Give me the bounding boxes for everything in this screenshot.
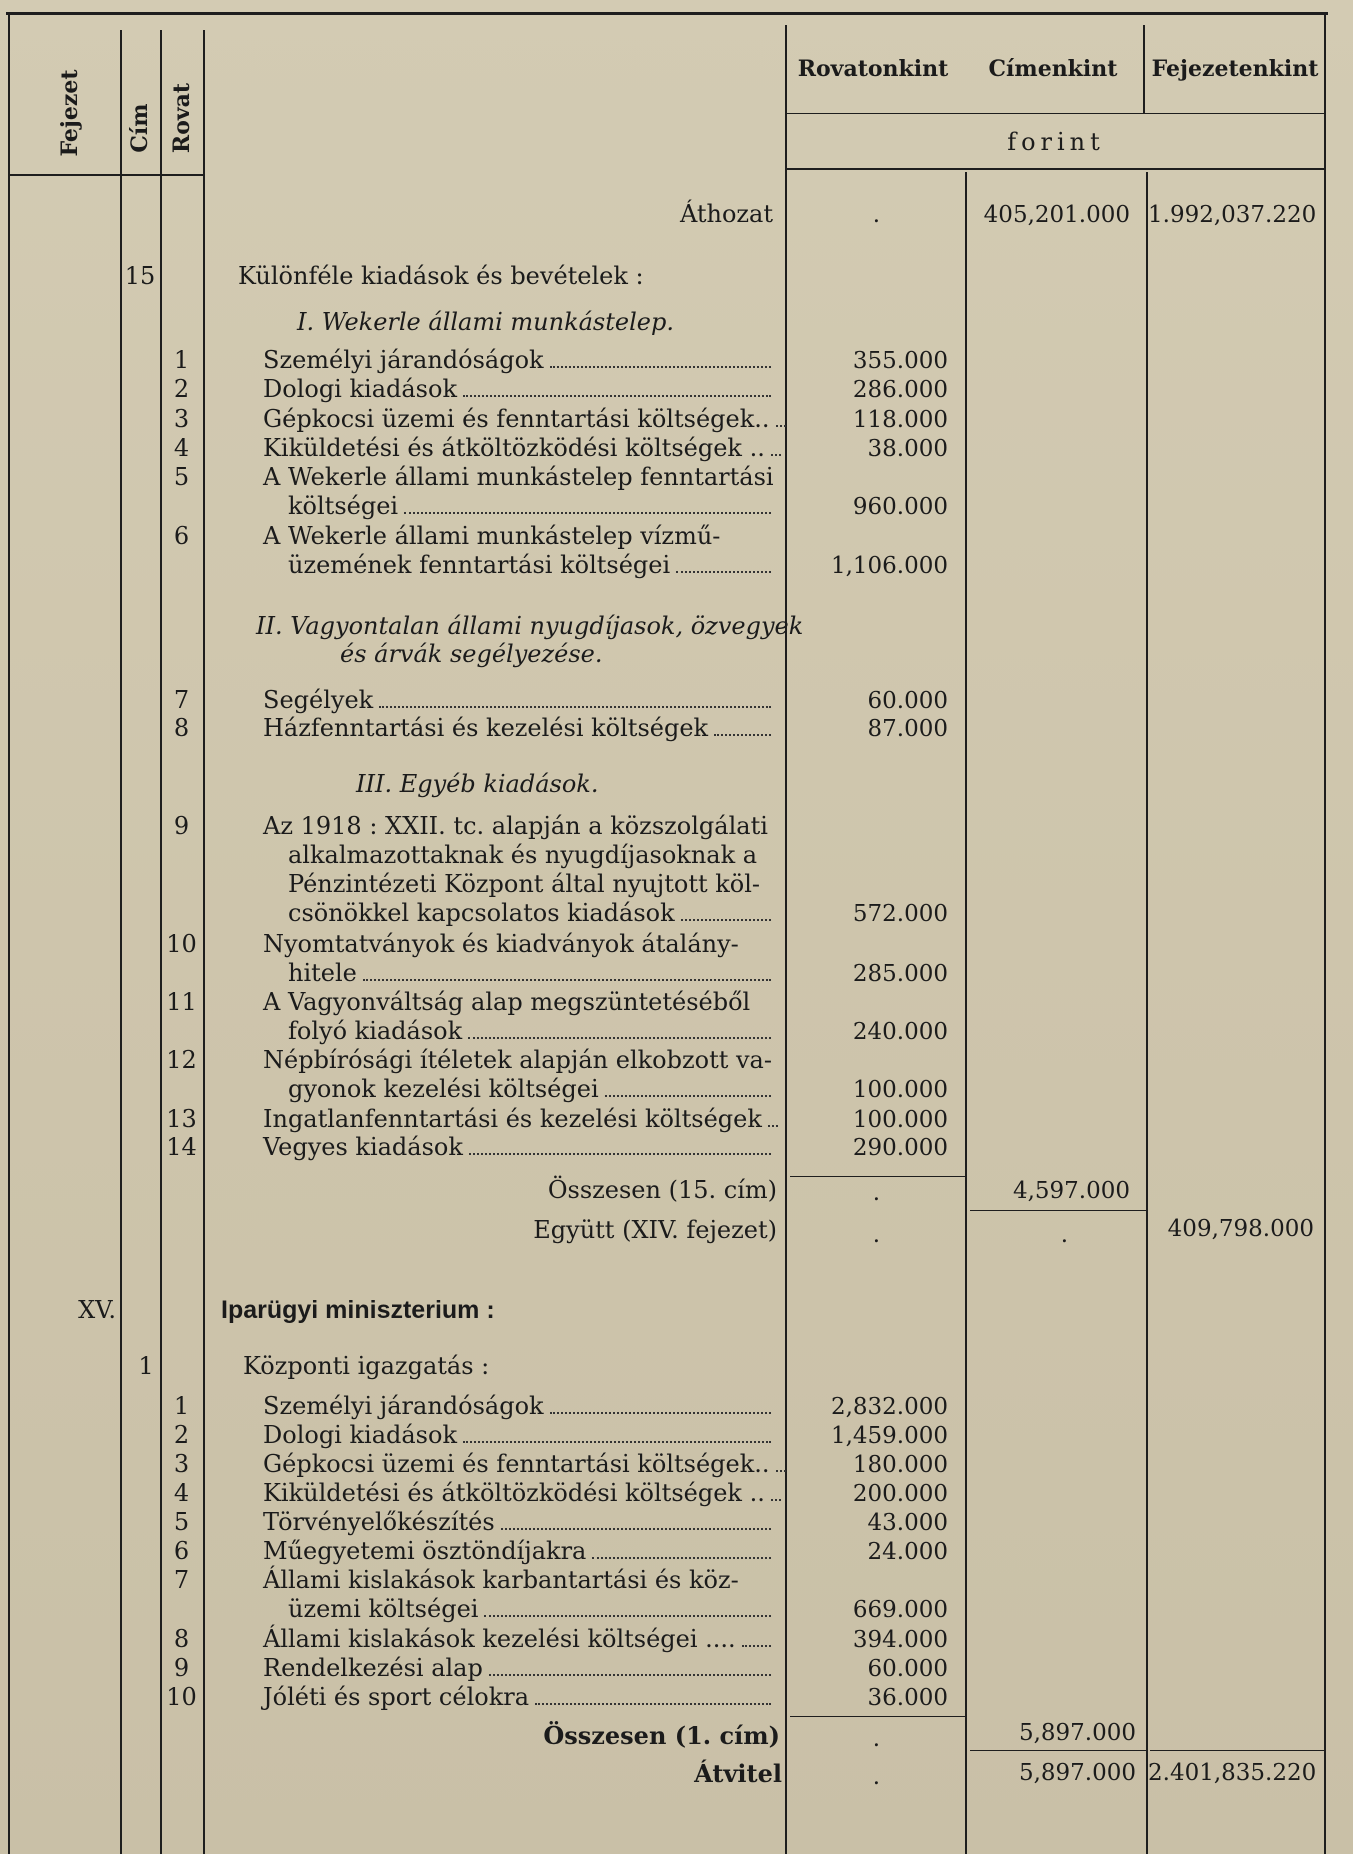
leader-dots (484, 1615, 771, 1617)
rovat-number: 3 (173, 1450, 190, 1478)
item-label: Pénzintézeti Központ által nyujtott köl- (288, 870, 761, 898)
item-label-text: Vegyes kiadások (263, 1133, 463, 1161)
rovat-number: 2 (173, 1421, 190, 1449)
item-amount: 38.000 (867, 436, 948, 462)
item-label-text: Személyi járandóságok (263, 346, 544, 374)
col-fejezet-header: Fejezet (57, 69, 83, 157)
header-mid-rule (785, 113, 1325, 114)
leader-dots (550, 1412, 771, 1414)
leader-dots (592, 1557, 771, 1559)
item-label (288, 551, 775, 579)
rovat-number: 8 (173, 1625, 190, 1653)
item-label (263, 1105, 775, 1133)
item-label (263, 1683, 775, 1711)
item-label-text: Rendelkezési alap (263, 1654, 483, 1682)
rovat-number: 10 (166, 1683, 197, 1711)
item-label-text: Kiküldetési és átköltözködési költségek .. (263, 1479, 765, 1507)
rovat-number: 6 (173, 1537, 190, 1565)
item-amount: 36.000 (867, 1685, 948, 1711)
rule-rovatonkint-cimenkint (965, 172, 967, 1854)
col-rovatonkint-header: Rovatonkint (797, 56, 949, 82)
athozat-cim: 405,201.000 (983, 202, 1130, 228)
col-fejezetenkint-header: Fejezetenkint (1151, 56, 1319, 82)
left-border (8, 12, 10, 1854)
item-label: A Vagyonváltság alap megszüntetéséből (263, 988, 751, 1016)
item-label-text: csönökkel kapcsolatos kiadások (288, 899, 675, 927)
egyutt14-fejezet: 409,798.000 (1167, 1216, 1314, 1242)
rovat-number: 10 (166, 930, 197, 958)
egyutt14-cim: . (1060, 1222, 1068, 1248)
rovat-number: 9 (173, 812, 190, 840)
item-label-text: üzemének fenntartási költségei (288, 551, 671, 579)
leader-dots (468, 1037, 771, 1039)
item-label (263, 1133, 775, 1161)
item-label-text: Személyi járandóságok (263, 1392, 544, 1420)
rovat-number: 9 (173, 1654, 190, 1682)
osszesen15-label: Összesen (15. cím) (547, 1176, 777, 1204)
osszesen15-cim: 4,597.000 (1012, 1178, 1130, 1204)
item-label (288, 1595, 775, 1623)
rovat-number: 5 (173, 1508, 190, 1536)
item-label (263, 1537, 775, 1565)
leader-dots (463, 1441, 771, 1443)
subtotal-rule (1150, 1750, 1324, 1751)
egyutt14-rovat: . (872, 1222, 880, 1248)
item-label: Állami kislakások karbantartási és köz- (263, 1566, 739, 1594)
item-label (288, 899, 775, 927)
rovat-number: 14 (166, 1133, 197, 1161)
chapter-number: XV. (78, 1296, 116, 1324)
atvitel-fejezet: 2.401,835.220 (1148, 1760, 1317, 1786)
item-label (263, 714, 775, 742)
item-amount: 1,106.000 (830, 553, 948, 579)
title-15-label: Különféle kiadások és bevételek : (238, 262, 644, 290)
col-cim-header: Cím (127, 103, 153, 153)
item-label-text: Állami kislakások kezelési költségei .... (263, 1625, 736, 1653)
item-label: A Wekerle állami munkástelep fenntartási (263, 463, 774, 491)
item-amount: 60.000 (867, 688, 948, 714)
item-label (263, 1625, 775, 1653)
athozat-rovat: . (872, 202, 880, 228)
egyutt14-label: Együtt (XIV. fejezet) (533, 1216, 777, 1244)
subtotal-rule (970, 1750, 1146, 1751)
subtotal-rule (790, 1176, 965, 1177)
rovat-number: 11 (166, 988, 197, 1016)
osszesen1-cim: 5,897.000 (1018, 1720, 1136, 1746)
item-label (263, 1421, 775, 1449)
item-label-text: gyonok kezelési költségei (288, 1075, 599, 1103)
leader-dots (776, 425, 786, 427)
header-bottom-rule-left (8, 174, 203, 176)
rovat-number: 3 (173, 405, 190, 433)
section-heading: I. Wekerle állami munkástelep. (297, 308, 674, 336)
right-border (1324, 12, 1326, 1854)
col-cimenkint-header: Címenkint (988, 56, 1118, 82)
rovat-number: 6 (173, 522, 190, 550)
item-label (288, 1017, 775, 1045)
leader-dots (463, 395, 771, 397)
leader-dots (550, 366, 771, 368)
item-amount: 1,459.000 (830, 1423, 948, 1449)
item-label: A Wekerle állami munkástelep vízmű- (263, 522, 721, 550)
item-label (288, 1075, 775, 1103)
rule-rovat-text (203, 30, 205, 1854)
item-label (263, 375, 775, 403)
item-label (263, 346, 775, 374)
leader-dots (714, 734, 771, 736)
item-amount: 2,832.000 (830, 1394, 948, 1420)
leader-dots (771, 454, 781, 456)
leader-dots (535, 1703, 771, 1705)
item-amount: 669.000 (852, 1597, 948, 1623)
item-label (288, 492, 775, 520)
item-amount: 394.000 (852, 1627, 948, 1653)
subtotal-rule (790, 1716, 965, 1717)
leader-dots (404, 512, 771, 514)
rovat-number: 13 (166, 1105, 197, 1133)
item-label-text: Dologi kiadások (263, 1421, 457, 1449)
section-heading: III. Egyéb kiadások. (356, 770, 599, 798)
item-label-text: költségei (288, 492, 399, 520)
athozat-label: Áthozat (679, 200, 773, 228)
rovat-number: 8 (173, 714, 190, 742)
item-amount: 60.000 (867, 1656, 948, 1682)
item-amount: 118.000 (852, 407, 948, 433)
col-rovat-header: Rovat (169, 82, 195, 154)
leader-dots (681, 919, 771, 921)
item-label-text: Gépkocsi üzemi és fenntartási költségek.. (263, 405, 770, 433)
item-amount: 100.000 (852, 1107, 948, 1133)
item-label: Az 1918 : XXII. tc. alapján a közszolgálati (263, 812, 768, 840)
atvitel-label: Átvitel (694, 1759, 782, 1788)
cim-number: 1 (138, 1352, 154, 1380)
item-label-text: Törvényelőkészítés (263, 1508, 495, 1536)
leader-dots (363, 979, 771, 981)
item-label-text: Dologi kiadások (263, 375, 457, 403)
item-label: Nyomtatványok és kiadványok átalány- (263, 930, 739, 958)
item-amount: 180.000 (852, 1452, 948, 1478)
top-border (6, 12, 1328, 15)
rovat-number: 4 (173, 1479, 190, 1507)
subtotal-rule (970, 1210, 1146, 1211)
leader-dots (469, 1153, 771, 1155)
header-bottom-rule-right (785, 168, 1325, 170)
item-amount: 290.000 (852, 1135, 948, 1161)
item-label (263, 1654, 775, 1682)
item-label (288, 959, 775, 987)
cim-number: 15 (124, 262, 156, 290)
rovat-number: 2 (173, 375, 190, 403)
item-label-text: Jóléti és sport célokra (263, 1683, 530, 1711)
item-amount: 572.000 (852, 901, 948, 927)
osszesen1-rovat: . (872, 1726, 880, 1752)
rule-fejezet-cim (120, 30, 122, 1854)
rovat-number: 7 (173, 686, 190, 714)
item-label (263, 1392, 775, 1420)
rule-cimenkint-fejezetenkint (1143, 25, 1145, 113)
athozat-fejezet: 1.992,037.220 (1148, 202, 1317, 228)
item-label-text: Házfenntartási és kezelési költségek (263, 714, 709, 742)
osszesen1-label: Összesen (1. cím) (543, 1721, 780, 1750)
item-label (263, 1508, 775, 1536)
rovat-number: 1 (173, 346, 190, 374)
leader-dots (605, 1095, 771, 1097)
item-amount: 240.000 (852, 1019, 948, 1045)
item-label (263, 405, 775, 433)
item-label-text: folyó kiadások (288, 1017, 463, 1045)
item-amount: 285.000 (852, 961, 948, 987)
item-label-text: Gépkocsi üzemi és fenntartási költségek.. (263, 1450, 770, 1478)
unit-label: forint (1007, 128, 1105, 156)
title-1-label: Központi igazgatás : (243, 1352, 490, 1380)
item-label-text: Ingatlanfenntartási és kezelési költségek (263, 1105, 762, 1133)
rovat-number: 12 (166, 1046, 197, 1074)
leader-dots (379, 706, 771, 708)
item-label (263, 1450, 775, 1478)
rovat-number: 1 (173, 1392, 190, 1420)
item-amount: 24.000 (867, 1539, 948, 1565)
item-amount: 200.000 (852, 1481, 948, 1507)
atvitel-cim: 5,897.000 (1018, 1760, 1136, 1786)
leader-dots (771, 1499, 781, 1501)
item-label-text: hitele (288, 959, 357, 987)
rule-cimenkint-fejezetenkint-body (1146, 172, 1148, 1854)
item-amount: 43.000 (867, 1510, 948, 1536)
leader-dots (768, 1125, 778, 1127)
chapter-title: Iparügyi miniszterium : (221, 1296, 495, 1324)
leader-dots (489, 1674, 771, 1676)
item-amount: 87.000 (867, 716, 948, 742)
osszesen15-rovat: . (872, 1180, 880, 1206)
leader-dots (676, 571, 771, 573)
item-label-text: Kiküldetési és átköltözködési költségek .. (263, 434, 765, 462)
item-amount: 100.000 (852, 1077, 948, 1103)
section-heading: II. Vagyontalan állami nyugdíjasok, özvegyek (256, 612, 804, 640)
item-label: Népbírósági ítéletek alapján elkobzott va- (263, 1046, 772, 1074)
item-amount: 960.000 (852, 494, 948, 520)
section-heading: és árvák segélyezése. (340, 640, 603, 668)
rule-text-amounts (785, 25, 787, 1854)
rovat-number: 7 (173, 1566, 190, 1594)
leader-dots (742, 1645, 771, 1647)
item-label: alkalmazottaknak és nyugdíjasoknak a (288, 841, 758, 869)
item-amount: 286.000 (852, 377, 948, 403)
item-label-text: Műegyetemi ösztöndíjakra (263, 1537, 587, 1565)
atvitel-rovat: . (872, 1764, 880, 1790)
item-label (263, 686, 775, 714)
item-label (263, 434, 775, 462)
item-label-text: üzemi költségei (288, 1595, 479, 1623)
rovat-number: 4 (173, 434, 190, 462)
item-amount: 355.000 (852, 348, 948, 374)
leader-dots (501, 1528, 771, 1530)
item-label-text: Segélyek (263, 686, 374, 714)
rovat-number: 5 (173, 463, 190, 491)
leader-dots (776, 1470, 786, 1472)
item-label (263, 1479, 775, 1507)
